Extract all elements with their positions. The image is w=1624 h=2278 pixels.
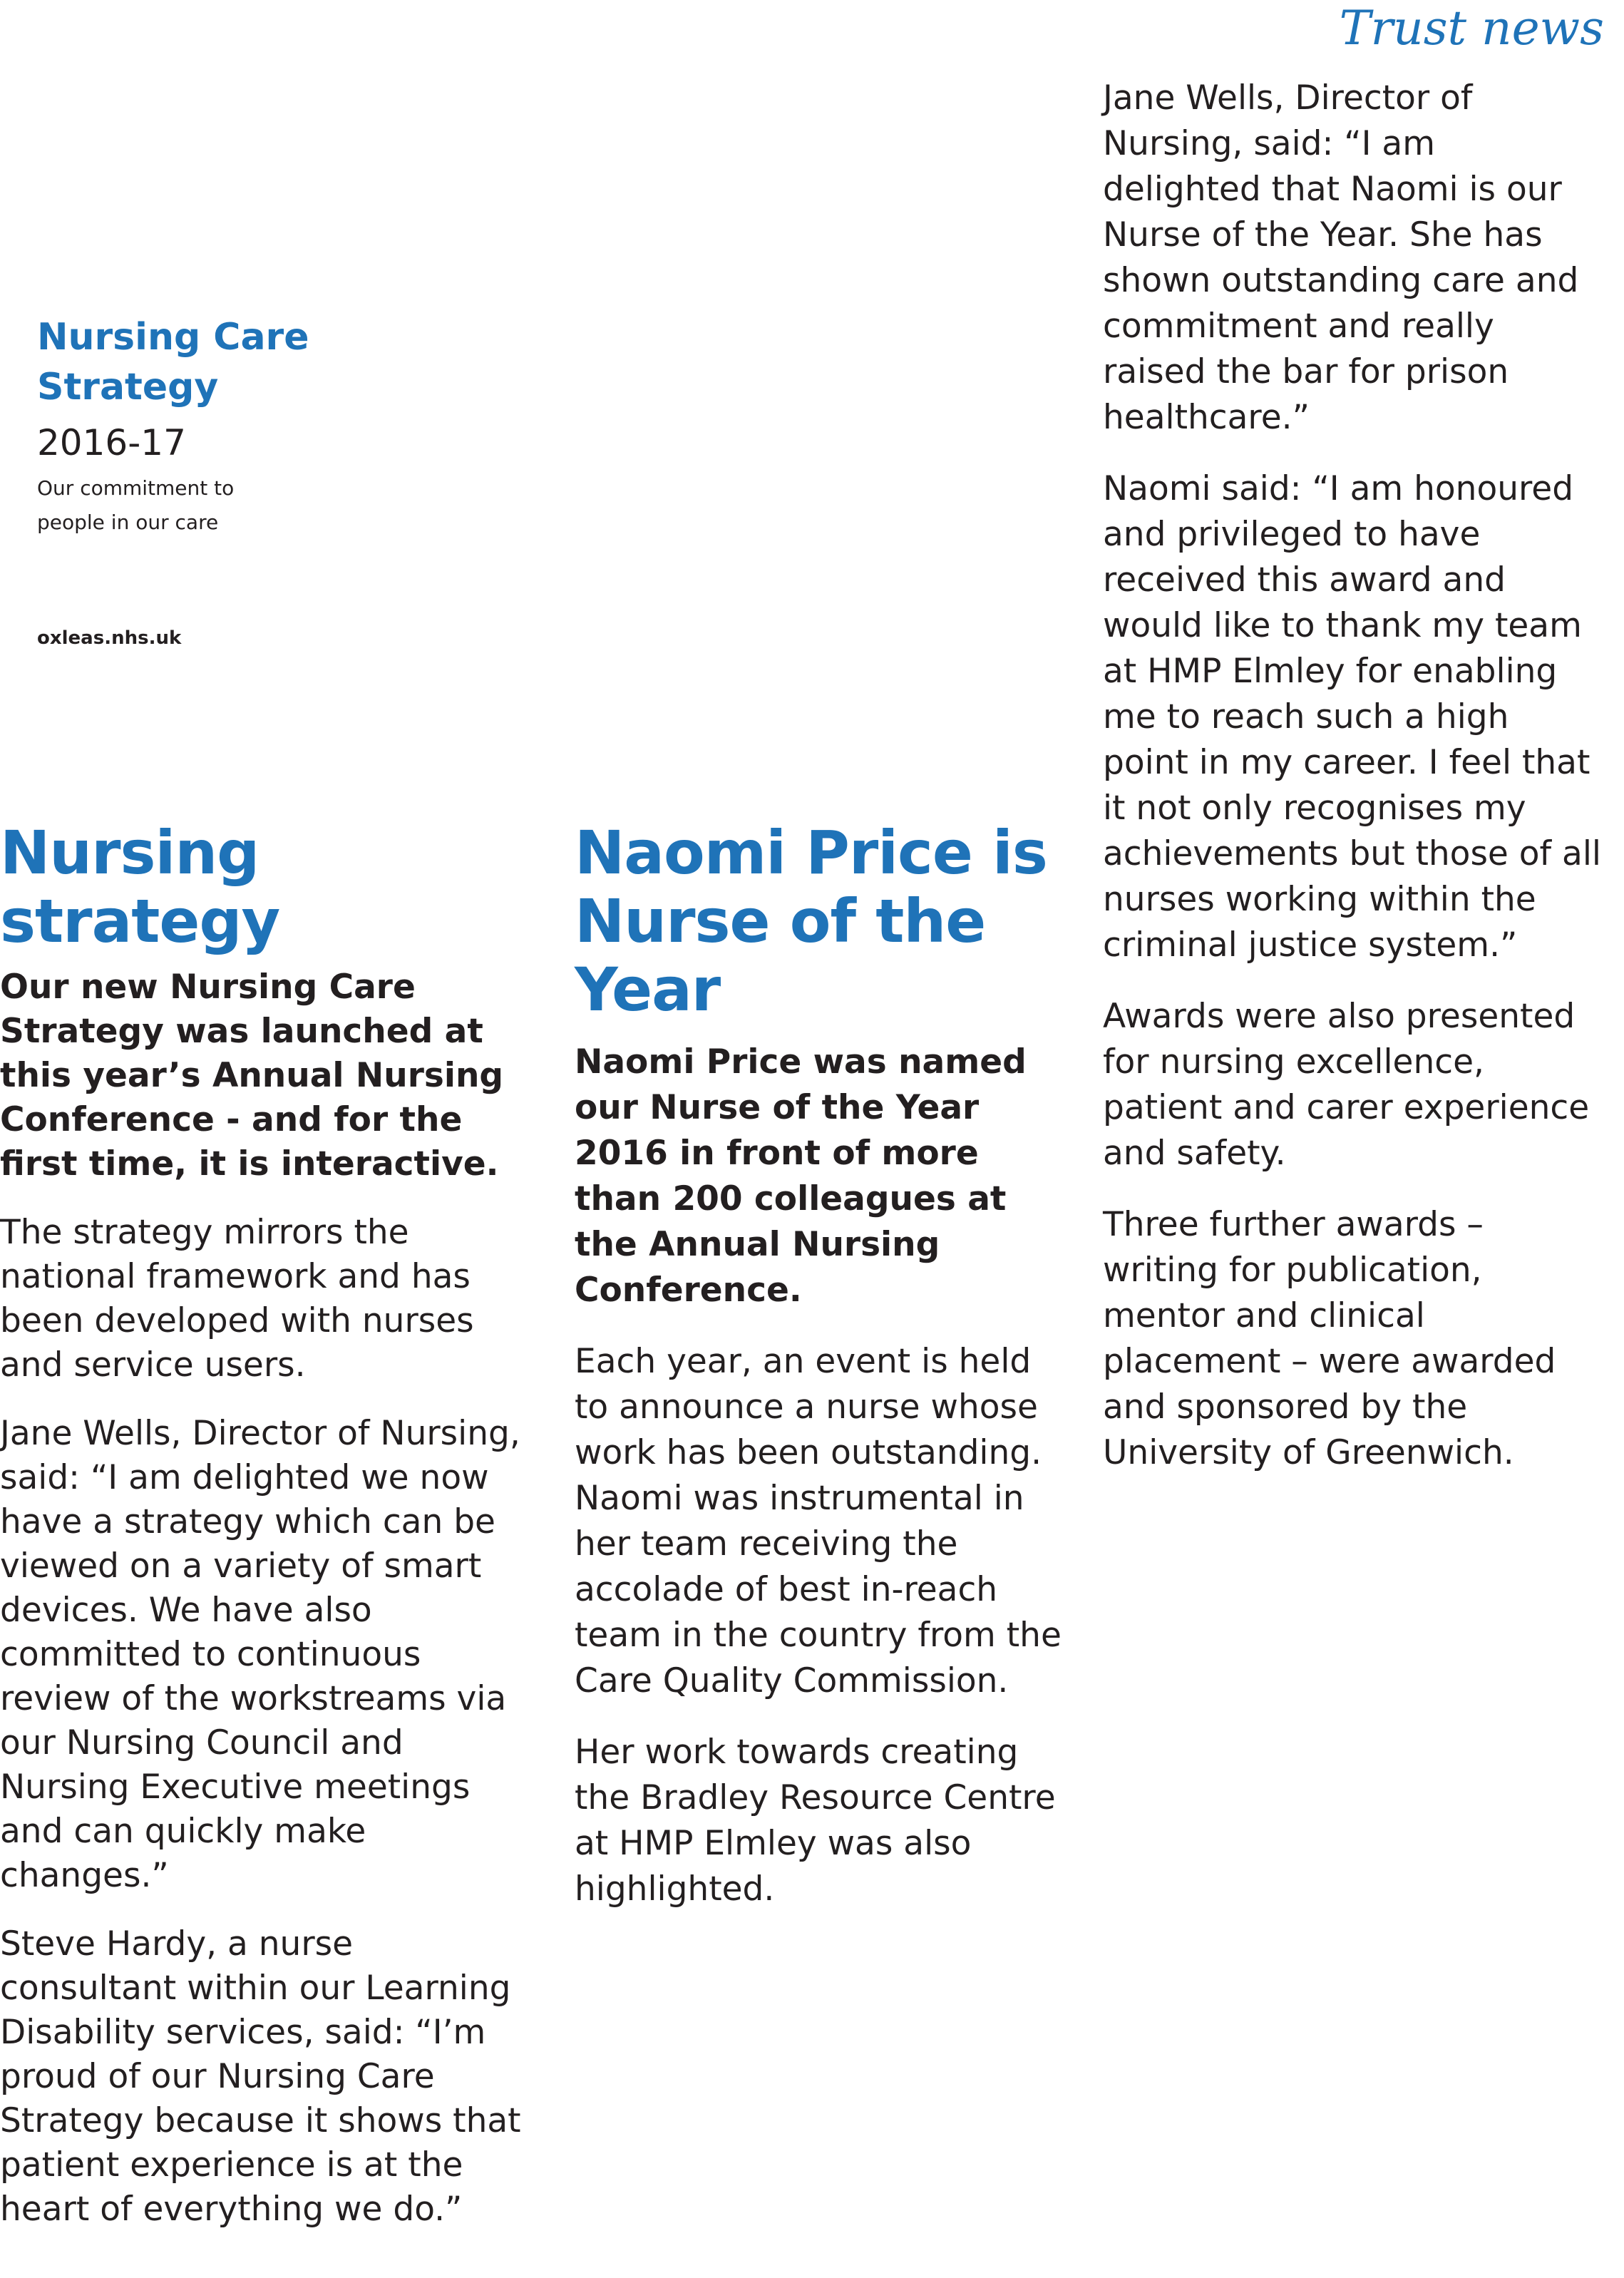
paragraph: Each year, an event is held to announce a nurse whose work has been outstanding. Naomi was instrumental in her team receiving the accolade of best in-reach team in the country from the Care Quality Commission. — [575, 1342, 1062, 1700]
lead-nurse-of-the-year: Naomi Price was named our Nurse of the Year 2016 in front of more than 200 colleagues at the Annual Nursing Conference. — [575, 1042, 1027, 1310]
cover-block — [37, 312, 465, 536]
cover-url: oxleas.nhs.uk — [37, 627, 182, 649]
article-nurse-of-the-year-continued — [1103, 76, 1602, 1476]
cover-subtitle-line2: people in our care — [37, 511, 219, 534]
article-nurse-of-the-year — [575, 819, 1074, 1912]
headline-nurse-of-the-year — [575, 819, 1074, 1024]
cover-year: 2016-17 — [37, 422, 186, 463]
lead-nursing-strategy: Our new Nursing Care Strategy was launched at this year’s Annual Nursing Conference - and for the first time, it is interactive. — [0, 968, 504, 1184]
cover-title-line1: Nursing Care — [37, 316, 309, 359]
headline-line2: Nurse of the Year — [575, 886, 986, 1025]
paragraph: Jane Wells, Director of Nursing, said: “I am delighted we now have a strategy which can be viewed on a variety of smart devices. We have also committed to continuous review of the workstreams via our Nursing Council and Nursing Executive meetings and can quickly make changes.” — [0, 1414, 520, 1895]
headline-nursing-strategy: Nursing strategy — [0, 818, 280, 956]
cover-subtitle-line1: Our commitment to — [37, 476, 235, 500]
paragraph: Three further awards – writing for publication, mentor and clinical placement – were awarded and sponsored by the University of Greenwich. — [1103, 1205, 1556, 1472]
paragraph: Awards were also presented for nursing excellence, patient and carer experience and safety. — [1103, 997, 1590, 1173]
paragraph: Naomi said: “I am honoured and privileged to have received this award and would like to thank my team at HMP Elmley for enabling me to reach such a high point in my career. I feel that it not only recognises my achievements but those of all nurses working within the criminal justice system.” — [1103, 469, 1601, 965]
paragraph: Steve Hardy, a nurse consultant within our Learning Disability services, said: “I’m proud of our Nursing Care Strategy because it shows that patient experience is at the heart of everything we do.” — [0, 1924, 521, 2229]
paragraph: The strategy mirrors the national framework and has been developed with nurses and service users. — [0, 1213, 474, 1385]
paragraph: Her work towards creating the Bradley Resource Centre at HMP Elmley was also highlighted. — [575, 1733, 1056, 1909]
cover-title-line2: Strategy — [37, 366, 219, 409]
headline-line1: Naomi Price is — [575, 818, 1047, 888]
section-label: Trust news — [1339, 1, 1604, 56]
article-nursing-strategy — [0, 819, 528, 2232]
paragraph: Jane Wells, Director of Nursing, said: “I am delighted that Naomi is our Nurse of the Year. She has shown outstanding care and commitment and really raised the bar for prison healthcare.” — [1103, 78, 1579, 437]
